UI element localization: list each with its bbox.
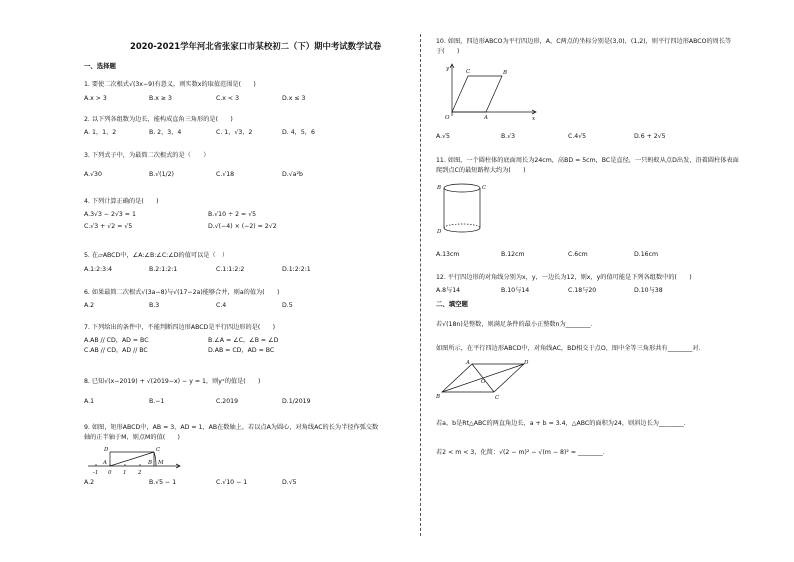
- question-9-line1: 9. 如图，矩形ABCD中，AB = 3，AD = 1，AB在数轴上，若以点A为圆心，对角线AC的长为半径作弧交数: [84, 424, 379, 431]
- label-b: B: [503, 70, 508, 76]
- tick-2: 2: [138, 470, 142, 476]
- option: A.x > 3: [84, 95, 107, 102]
- label-a: A: [484, 115, 488, 121]
- option: C.1:1:2:2: [216, 266, 245, 273]
- option: B.3: [149, 302, 160, 309]
- option: A.3√3 − 2√3 = 1: [84, 211, 136, 218]
- question-10-line2: 于( ): [436, 48, 460, 55]
- fill-question-13: 若√(18n)是整数，则满足条件的最小正整数n为________．: [436, 321, 597, 328]
- option: A.8与14: [436, 287, 461, 294]
- option: B.√5 − 1: [149, 479, 177, 486]
- left-column: [84, 0, 402, 562]
- option: C.x < 3: [216, 95, 240, 102]
- label-d: D: [437, 229, 442, 235]
- option: B. 2，3，4: [149, 129, 182, 136]
- question-9-line2: 轴的正半轴于M，则点M的值( ): [84, 434, 180, 441]
- option: D. 4，5，6: [282, 129, 315, 136]
- label-c: C: [495, 395, 500, 400]
- option: C.√3 + √2 = √5: [84, 223, 133, 230]
- question-4: 4. 下列计算正确的是( ): [84, 198, 159, 205]
- column-divider: [420, 34, 421, 536]
- option: B.∠A = ∠C，∠B = ∠D: [208, 337, 279, 344]
- option: D.1:2:2:1: [282, 266, 311, 273]
- section-fill-heading: 二、填空题: [436, 300, 468, 308]
- option: D.x ≤ 3: [282, 95, 306, 102]
- tick-neg1: -1: [93, 470, 99, 476]
- question-11-line1: 11. 如图，一个圆柱体的底面周长为24cm，高BD = 5cm，BC是直径，一只蚂蚁从点D出发，沿着圆柱体表面: [436, 157, 739, 164]
- option: A.2: [84, 302, 95, 309]
- label-b: B: [436, 394, 441, 400]
- question-11-line2: 爬到点C的最短路程大约为( ): [436, 167, 526, 174]
- option: C.4√5: [568, 133, 587, 140]
- label-b: B: [148, 460, 153, 466]
- option: B.2:1:2:1: [149, 266, 178, 273]
- option: B.√3: [501, 133, 516, 140]
- option: B.√(1/2): [149, 171, 174, 178]
- label-b: B: [437, 185, 442, 191]
- label-y: y: [446, 66, 450, 72]
- numberline-figure: [84, 444, 184, 476]
- label-m: M: [158, 460, 164, 466]
- option: D.6 + 2√5: [634, 133, 666, 140]
- option: B.12cm: [501, 251, 525, 258]
- option: C.4: [216, 302, 227, 309]
- option: D.5: [282, 302, 293, 309]
- fill-question-15: 若a，b是Rt△ABC的两直角边长，a + b = 3.4，△ABC的面积为24，则斜边长为________．: [436, 420, 690, 427]
- question-3: 3. 下列式子中，为最简二次根式的是（ ）: [84, 152, 210, 159]
- option: D.1/2019: [282, 398, 311, 405]
- option: C.18与20: [568, 287, 597, 294]
- option: C.AB // CD，AD // BC: [84, 347, 148, 354]
- option: A.13cm: [436, 251, 460, 258]
- tick-0: 0: [108, 470, 112, 476]
- label-o: O: [481, 379, 486, 385]
- question-10-line1: 10. 如图，四边形ABCO为平行四边形，A，C两点的坐标分别是(3,0)，(1,2)，则平行四边形ABCO的周长等: [436, 38, 732, 45]
- question-5: 5. 在▱ABCD中，∠A:∠B:∠C:∠D的值可以是（ ）: [84, 252, 229, 259]
- label-c: C: [156, 447, 161, 453]
- option: A.1:2:3:4: [84, 266, 113, 273]
- fill-question-16: 若2 < m < 3，化简：√(2 − m)² − √(m − 8)² = ________．: [436, 449, 609, 456]
- question-7: 7. 下列给出的条件中，不能判断四边形ABCD是平行四边形的是( ): [84, 324, 276, 331]
- section-choice-heading: 一、选择题: [84, 62, 116, 70]
- coordinate-parallelogram-figure: [436, 60, 546, 122]
- tick-1: 1: [123, 470, 127, 476]
- option: B.√10 ÷ 2 = √5: [208, 211, 257, 218]
- option: C. 1，√3，2: [216, 129, 253, 136]
- option: C.√10 − 1: [216, 479, 248, 486]
- option: C.√18: [216, 171, 235, 178]
- option: D.√5: [282, 479, 297, 486]
- option: D.√(−4) × (−2) = 2√2: [208, 223, 277, 230]
- option: A.AB // CD，AD = BC: [84, 337, 149, 344]
- right-column: [436, 0, 756, 562]
- option: A.1: [84, 398, 95, 405]
- page-title: 2020-2021学年河北省张家口市某校初二（下）期中考试数学试卷: [130, 41, 382, 51]
- question-6: 6. 如果最简二次根式√(3a−8)与√(17−2a)能够合并，则a的值为( ): [84, 289, 280, 296]
- parallelogram-diagonals-figure: [436, 358, 531, 400]
- question-2: 2. 以下列各组数为边长，能构成直角三角形的是( ): [84, 116, 233, 123]
- label-c: C: [482, 185, 487, 191]
- option: C.6cm: [568, 251, 588, 258]
- question-12: 12. 平行四边形的对角线分别为x，y，一边长为12，则x，y的值可能是下列各组数中的( ): [436, 274, 692, 281]
- cylinder-figure: [436, 178, 496, 238]
- option: D.16cm: [634, 251, 659, 258]
- label-c: C: [466, 69, 471, 75]
- label-d: D: [524, 360, 529, 366]
- option: D.AB = CD，AD = BC: [208, 347, 275, 354]
- option: A. 1，1，2: [84, 129, 117, 136]
- option: B.−1: [149, 398, 165, 405]
- label-a: A: [466, 360, 470, 366]
- label-o: O: [445, 115, 450, 121]
- option: B.x ≥ 3: [149, 95, 172, 102]
- label-x: x: [532, 116, 536, 122]
- fill-question-14: 如图所示，在平行四边形ABCD中，对角线AC，BD相交于点O，图中全等三角形共有________对．: [436, 345, 705, 352]
- option: A.√30: [84, 171, 102, 178]
- question-1: 1. 要使二次根式√(3x−9)有意义，则实数x的取值范围是( ): [84, 81, 256, 88]
- option: D.√a²b: [282, 171, 303, 178]
- option: D.10与38: [634, 287, 663, 294]
- label-a: A: [103, 460, 107, 466]
- question-8: 8. 已知√(x−2019) + √(2019−x) − y = 1，则yˣ的值是( ): [84, 378, 261, 385]
- option: C.2019: [216, 398, 239, 405]
- option: A.√5: [436, 133, 450, 140]
- option: B.10与14: [501, 287, 530, 294]
- option: A.2: [84, 479, 95, 486]
- label-d: D: [104, 447, 109, 453]
